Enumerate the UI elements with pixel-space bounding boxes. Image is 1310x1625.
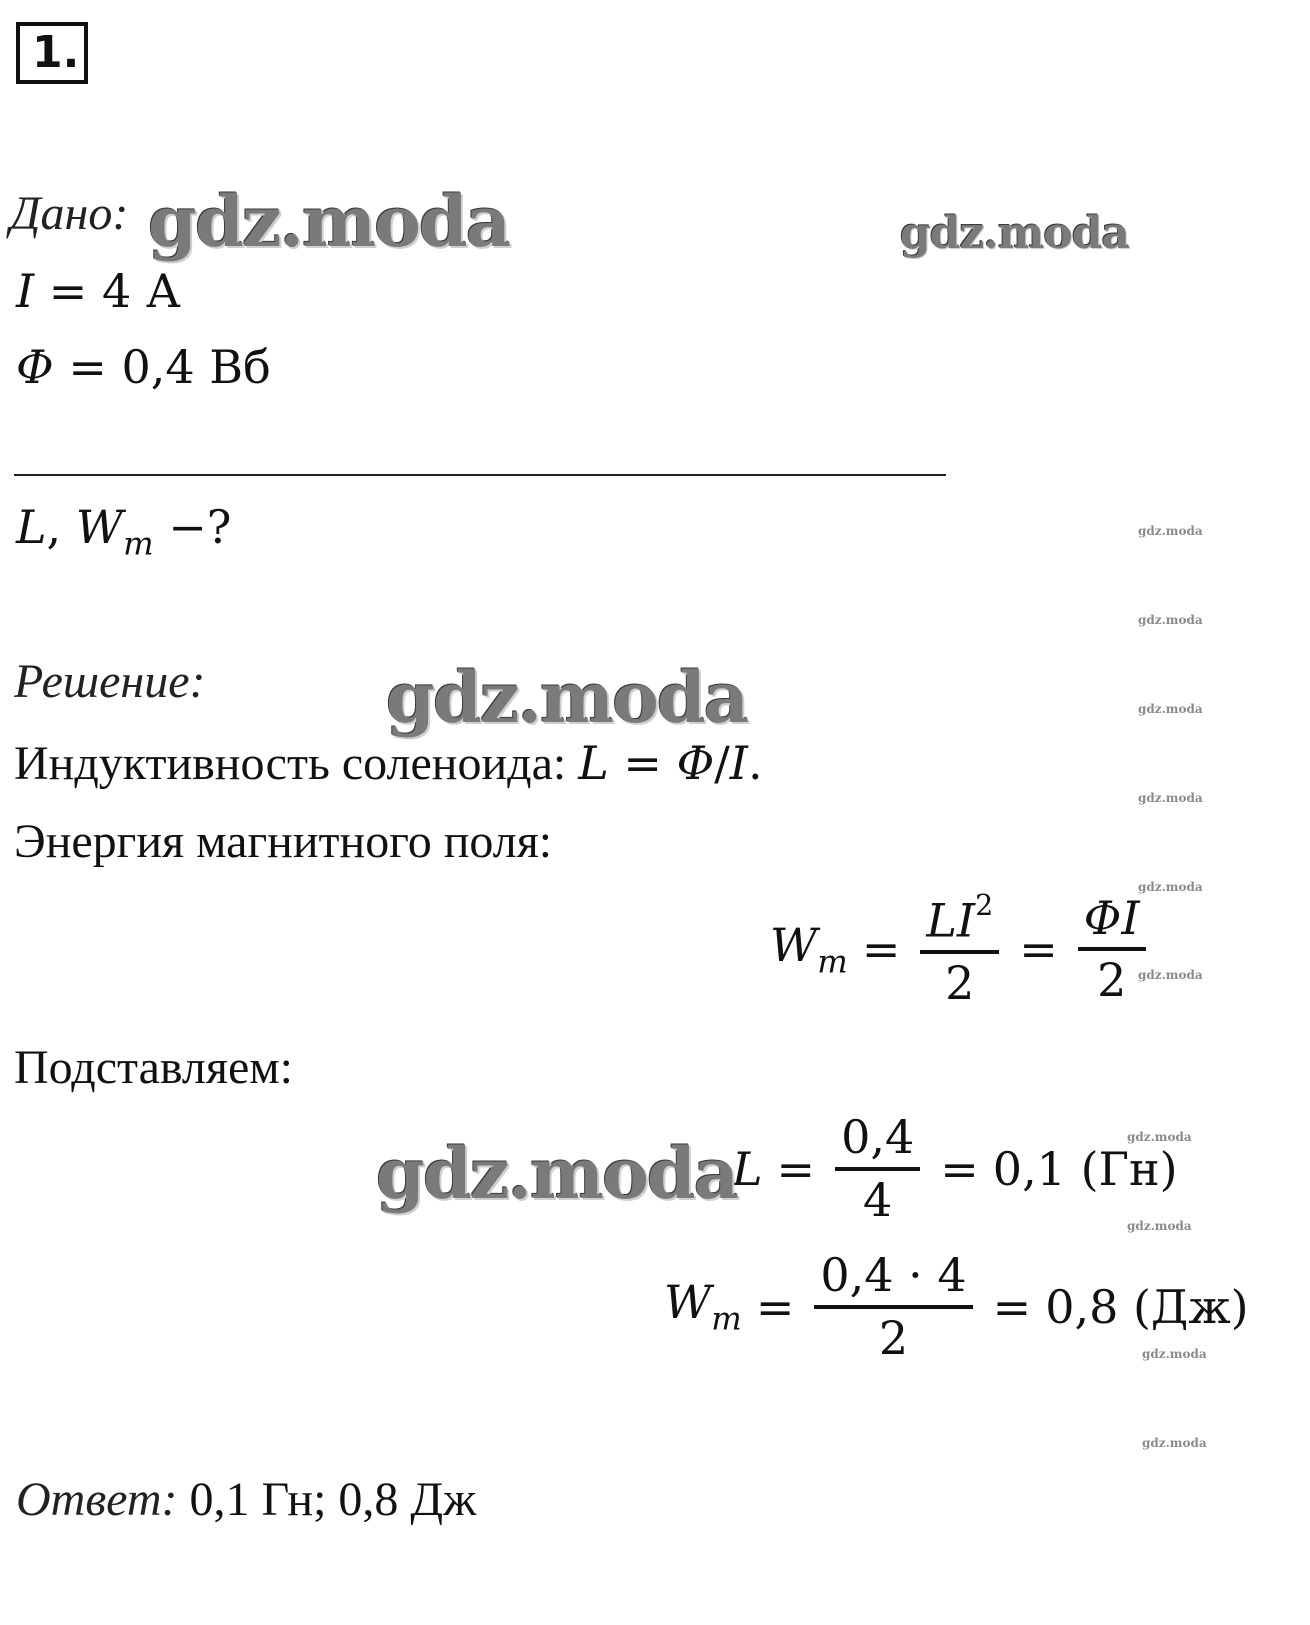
calc-energy: $W_m$ = $\frac{0,4 \cdot 4}{2}$ = 0,8 (Дж)	[664, 1248, 1249, 1365]
energy-formula: $W_m$ = $\frac{LI^2}{2}$ = $\frac{\Phi I}{2}$	[770, 890, 1152, 1009]
watermark: gdz.moda	[1138, 702, 1203, 716]
solution-label: Решение:	[14, 655, 206, 708]
inductance-text: Индуктивность соленоида:	[14, 737, 567, 790]
watermark: gdz.moda	[900, 208, 1130, 259]
watermark: gdz.moda	[1138, 791, 1203, 805]
watermark: gdz.moda	[1138, 524, 1203, 538]
watermark: gdz.moda	[376, 1132, 738, 1215]
energy-text: Энергия магнитного поля:	[14, 815, 553, 868]
problem-number: 1.	[16, 22, 88, 84]
watermark: gdz.moda	[1138, 880, 1203, 894]
watermark: gdz.moda	[1142, 1347, 1207, 1361]
answer-label: Ответ:	[16, 1473, 178, 1526]
watermark: gdz.moda	[148, 180, 510, 263]
watermark: gdz.moda	[1127, 1219, 1192, 1233]
watermark: gdz.moda	[1138, 613, 1203, 627]
given-flux: Φ = 0,4 Вб	[16, 340, 271, 394]
inductance-formula: L = Φ/I.	[578, 736, 763, 790]
substitute-text: Подставляем:	[14, 1041, 293, 1094]
given-current: I = 4 А	[16, 264, 181, 318]
calc-inductance: L = $\frac{0,4}{4}$ = 0,1 (Гн)	[732, 1110, 1178, 1227]
given-label: Дано:	[10, 187, 129, 240]
answer-value: 0,1 Гн; 0,8 Дж	[189, 1473, 477, 1526]
answer-line	[16, 1472, 476, 1527]
inductance-line	[14, 736, 763, 791]
divider	[14, 474, 946, 476]
find-line: L, $W_m$ −?	[16, 500, 232, 563]
watermark: gdz.moda	[386, 656, 748, 739]
watermark: gdz.moda	[1127, 1130, 1192, 1144]
watermark: gdz.moda	[1142, 1436, 1207, 1450]
watermark: gdz.moda	[1138, 968, 1203, 982]
